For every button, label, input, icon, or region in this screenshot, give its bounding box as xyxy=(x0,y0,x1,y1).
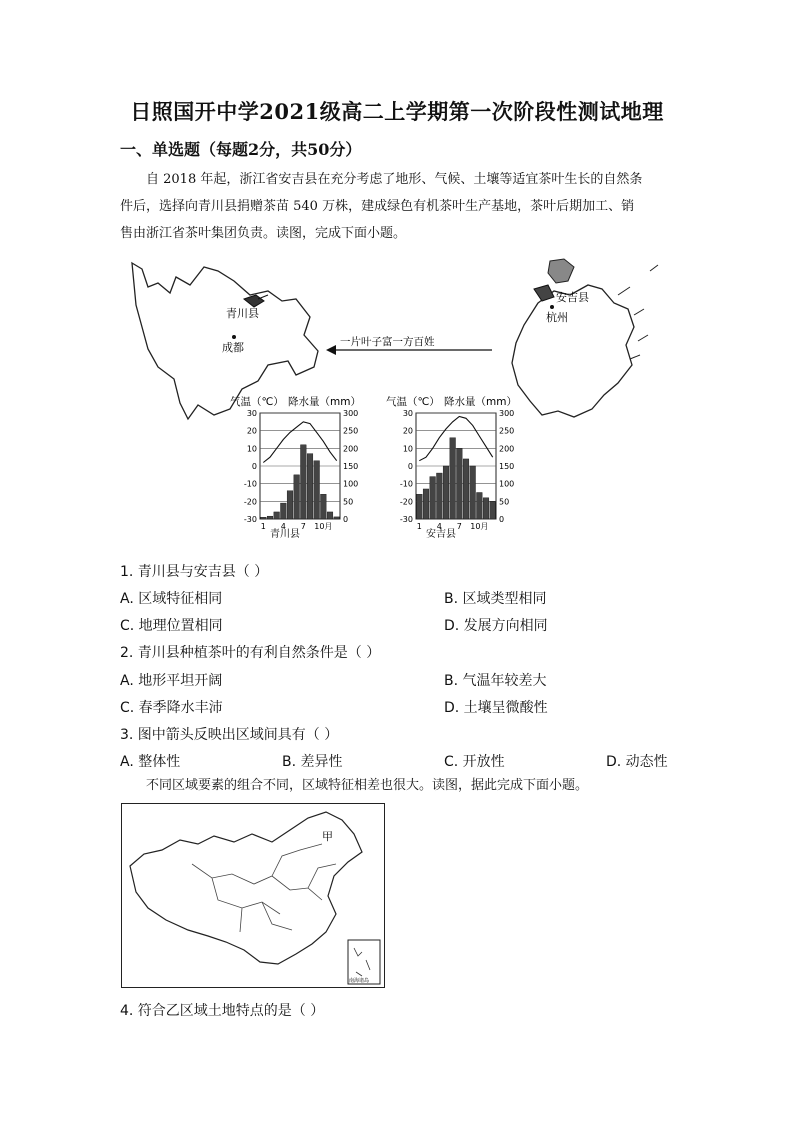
zhejiang-map-outline xyxy=(512,285,634,417)
question-1-option-a[interactable]: A. 区域特征相同 xyxy=(120,591,223,607)
precip-bar xyxy=(457,448,463,519)
precip-bar xyxy=(321,494,327,519)
month-tick-label: 1 xyxy=(416,522,422,531)
label-qingchuan: 青川县 xyxy=(226,307,259,320)
anji-county xyxy=(534,285,554,301)
precip-tick-label: 0 xyxy=(343,515,349,524)
climate-chart-qingchuan xyxy=(230,395,361,540)
question-3-option-c[interactable]: C. 开放性 xyxy=(444,754,505,770)
coastline-islands xyxy=(618,265,658,359)
anji-region xyxy=(548,259,574,283)
chart1-caption: 青川县 xyxy=(270,529,300,540)
precip-bar xyxy=(423,489,429,519)
chart1-precip-label: 降水量（mm） xyxy=(288,396,361,408)
precip-bar xyxy=(443,466,449,519)
precip-tick-label: 50 xyxy=(499,497,510,507)
month-tick-label: 4 xyxy=(436,522,442,531)
precip-bar xyxy=(437,473,443,519)
passage-1-line-1: 自 2018 年起，浙江省安吉县在充分考虑了地形、气候、土壤等适宜茶叶生长的自然条 xyxy=(146,172,643,187)
precip-tick-label: 300 xyxy=(499,409,515,418)
precip-tick-label: 200 xyxy=(499,444,515,454)
temp-tick-label: -20 xyxy=(399,497,413,507)
precip-bar xyxy=(301,445,307,519)
precip-bar xyxy=(281,503,287,519)
precip-bar xyxy=(267,516,273,519)
question-3-stem: 3. 图中箭头反映出区域间具有（ ） xyxy=(120,727,339,743)
chengdu-dot xyxy=(232,335,236,339)
province-borders xyxy=(192,844,336,932)
precip-bar xyxy=(274,512,280,519)
temperature-line xyxy=(419,417,492,461)
temp-tick-label: 10 xyxy=(246,444,257,454)
temp-tick-label: 30 xyxy=(402,409,413,418)
flow-arrow-head xyxy=(326,345,336,355)
hangzhou-dot xyxy=(550,305,554,309)
temp-tick-label: -20 xyxy=(243,497,257,507)
china-map-svg xyxy=(122,804,384,987)
chart2-temp-label: 气温（℃） xyxy=(386,396,440,408)
precip-bar xyxy=(307,454,313,519)
temp-tick-label: -30 xyxy=(243,515,257,524)
passage-1 xyxy=(120,166,685,247)
month-tick-label: 10月 xyxy=(314,522,333,531)
question-1-option-c[interactable]: C. 地理位置相同 xyxy=(120,618,223,634)
china-region-map xyxy=(121,803,385,988)
question-2-option-d[interactable]: D. 土壤呈微酸性 xyxy=(444,700,548,716)
passage-1-line-3: 售由浙江省茶叶集团负责。读图，完成下面小题。 xyxy=(120,226,407,241)
precip-tick-label: 300 xyxy=(343,409,359,418)
question-2-option-b[interactable]: B. 气温年较差大 xyxy=(444,673,547,689)
question-1-option-d[interactable]: D. 发展方向相同 xyxy=(444,618,548,634)
question-2-option-a[interactable]: A. 地形平坦开阔 xyxy=(120,673,223,689)
precip-bar xyxy=(327,512,333,519)
precip-bar xyxy=(450,438,456,519)
question-4-stem: 4. 符合乙区域土地特点的是（ ） xyxy=(120,1003,325,1019)
precip-tick-label: 150 xyxy=(499,462,515,471)
month-tick-label: 4 xyxy=(280,522,286,531)
question-2-option-c[interactable]: C. 春季降水丰沛 xyxy=(120,700,223,716)
precip-bar xyxy=(314,461,320,519)
section-heading: 一、单选题（每题2分，共50分） xyxy=(120,140,362,159)
precip-bar xyxy=(483,498,489,519)
question-1-option-b[interactable]: B. 区域类型相同 xyxy=(444,591,547,607)
precip-tick-label: 250 xyxy=(343,426,359,436)
temp-tick-label: 30 xyxy=(246,409,257,418)
passage-1-line-2: 件后，选择向青川县捐赠茶苗 540 万株，建成绿色有机茶叶生产基地，茶叶后期加工、销 xyxy=(120,199,635,214)
temp-tick-label: -30 xyxy=(399,515,413,524)
temp-tick-label: -10 xyxy=(243,479,257,489)
precip-bar xyxy=(417,494,423,519)
month-tick-label: 1 xyxy=(260,522,266,531)
inset-label: 南海诸岛 xyxy=(349,978,370,984)
question-3-option-b[interactable]: B. 差异性 xyxy=(282,754,343,770)
month-tick-label: 7 xyxy=(456,522,462,531)
precip-bar xyxy=(334,517,340,519)
precip-tick-label: 0 xyxy=(499,515,505,524)
precip-bar xyxy=(463,459,469,519)
chart2-caption: 安吉县 xyxy=(426,529,456,540)
temp-tick-label: 20 xyxy=(402,426,413,436)
temp-tick-label: 0 xyxy=(407,462,413,471)
precip-bar xyxy=(430,477,436,519)
month-tick-label: 10月 xyxy=(470,522,489,531)
month-tick-label: 7 xyxy=(300,522,306,531)
temperature-line xyxy=(263,422,336,463)
question-3-option-a[interactable]: A. 整体性 xyxy=(120,754,181,770)
precip-bar xyxy=(287,491,293,519)
question-1-stem: 1. 青川县与安吉县（ ） xyxy=(120,564,269,580)
precip-tick-label: 100 xyxy=(499,479,515,489)
climate-chart-anji xyxy=(386,395,517,540)
chart2-precip-label: 降水量（mm） xyxy=(444,396,517,408)
page-title: 日照国开中学2021级高二上学期第一次阶段性测试地理 xyxy=(130,99,664,124)
label-chengdu: 成都 xyxy=(222,341,244,354)
precip-tick-label: 50 xyxy=(343,497,354,507)
temp-tick-label: 10 xyxy=(402,444,413,454)
question-2-stem: 2. 青川县种植茶叶的有利自然条件是（ ） xyxy=(120,645,381,661)
precip-bar xyxy=(490,501,496,519)
label-jia: 甲 xyxy=(322,830,333,843)
temp-tick-label: 20 xyxy=(246,426,257,436)
arrow-label: 一片叶子富一方百姓 xyxy=(340,336,435,348)
label-anji: 安吉县 xyxy=(556,291,589,304)
precip-tick-label: 250 xyxy=(499,426,515,436)
precip-tick-label: 150 xyxy=(343,462,359,471)
temp-tick-label: -10 xyxy=(399,479,413,489)
precip-bar xyxy=(470,466,476,519)
temp-tick-label: 0 xyxy=(251,462,257,471)
precip-tick-label: 100 xyxy=(343,479,359,489)
label-hangzhou: 杭州 xyxy=(546,311,568,324)
precip-bar xyxy=(261,517,267,519)
chart1-temp-label: 气温（℃） xyxy=(230,396,284,408)
passage-2: 不同区域要素的组合不同，区域特征相差也很大。读图，据此完成下面小题。 xyxy=(146,778,589,793)
figure-tea-maps xyxy=(118,255,663,550)
question-3-option-d[interactable]: D. 动态性 xyxy=(606,754,668,770)
precip-bar xyxy=(294,475,300,519)
qingchuan-marker xyxy=(244,295,264,307)
precip-bar xyxy=(477,493,483,520)
precip-tick-label: 200 xyxy=(343,444,359,454)
